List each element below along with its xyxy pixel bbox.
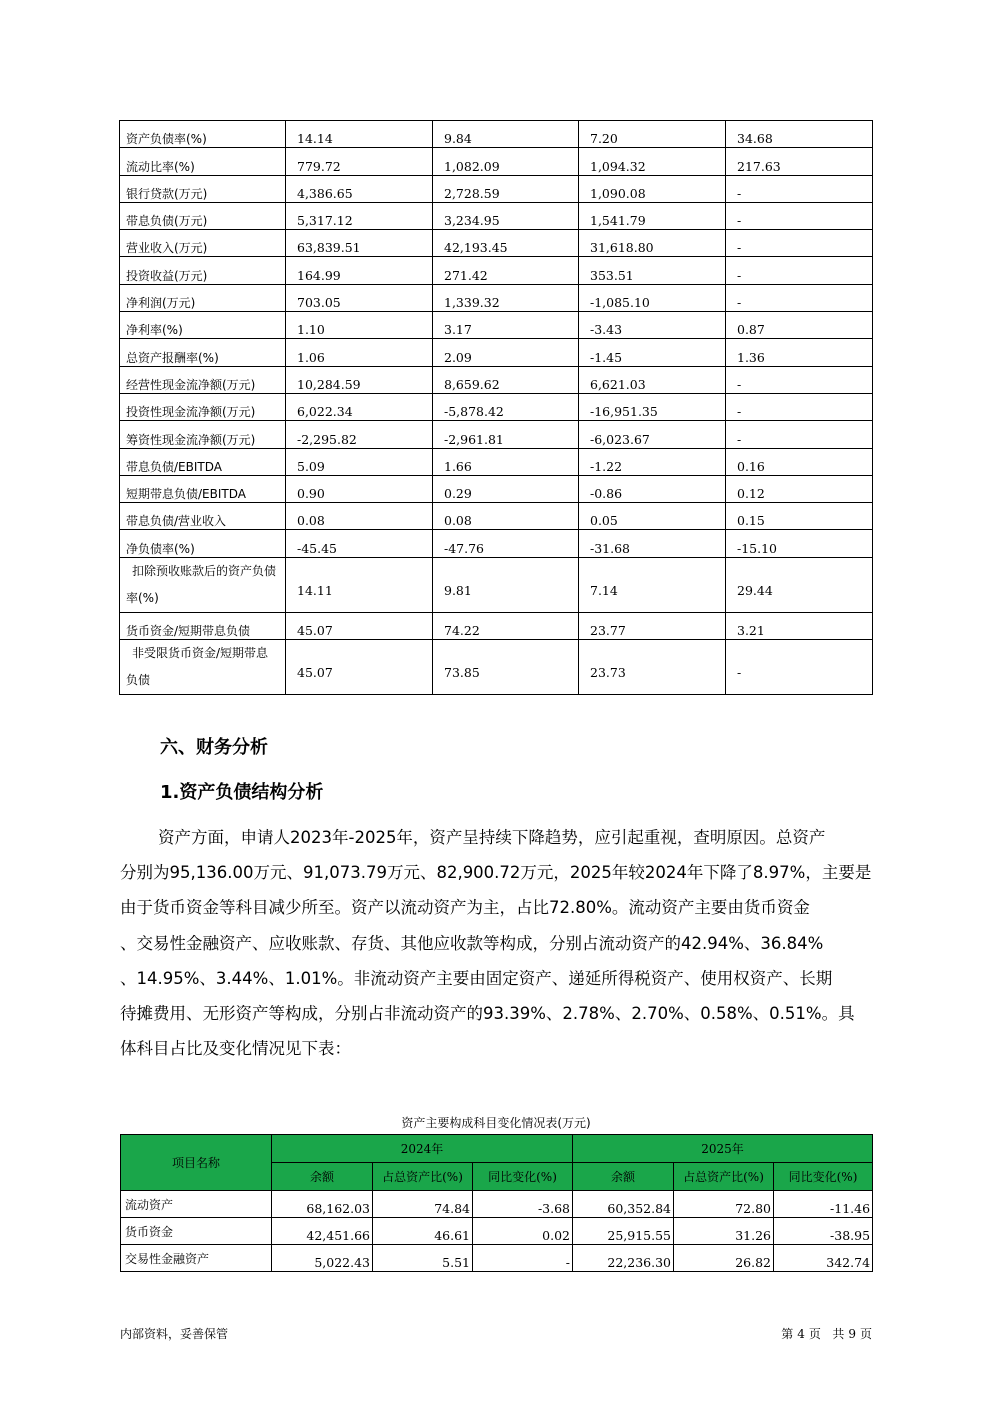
metric-label: 短期带息负债/EBITDA — [120, 475, 286, 502]
metric-value: -1,085.10 — [579, 284, 726, 311]
metric-value: 9.81 — [433, 557, 579, 612]
metric-value: 1,541.79 — [579, 202, 726, 229]
share-header: 占总资产比(%) — [674, 1163, 774, 1191]
asset-table-body — [121, 1191, 873, 1272]
asset-value: 0.02 — [473, 1218, 573, 1245]
metric-value: 1.06 — [286, 339, 433, 366]
metric-value: -1.45 — [579, 339, 726, 366]
metric-value: 14.11 — [286, 557, 433, 612]
metric-label: 投资性现金流净额(万元) — [120, 393, 286, 420]
total-pages: 9 — [848, 1327, 856, 1341]
metric-label — [120, 557, 286, 612]
metrics-row — [120, 312, 873, 339]
metric-value: - — [726, 393, 873, 420]
metric-label: 货币资金/短期带息负债 — [120, 612, 286, 639]
metric-value: 0.29 — [433, 475, 579, 502]
metric-value: -15.10 — [726, 530, 873, 557]
balance-header: 余额 — [573, 1163, 674, 1191]
metrics-row — [120, 448, 873, 475]
metrics-row — [120, 366, 873, 393]
metric-value: 217.63 — [726, 148, 873, 175]
asset-table-header — [121, 1135, 873, 1191]
metric-label — [120, 640, 286, 695]
metric-value: 3.17 — [433, 312, 579, 339]
asset-row — [121, 1191, 873, 1218]
metric-value: 1,094.32 — [579, 148, 726, 175]
item-name-header: 项目名称 — [121, 1135, 272, 1191]
metric-label-line: 非受限货币资金/短期带息 — [132, 646, 269, 661]
analysis-paragraph — [120, 820, 872, 1066]
metric-value: 1.36 — [726, 339, 873, 366]
metrics-row — [120, 175, 873, 202]
subsection-heading: 1.资产负债结构分析 — [160, 782, 324, 803]
page-number: 4 — [797, 1327, 805, 1341]
metric-label: 净负债率(%) — [120, 530, 286, 557]
year-header-2025: 2025年 — [573, 1135, 873, 1163]
metric-value: 4,386.65 — [286, 175, 433, 202]
metric-label-line: 扣除预收账款后的资产负债 — [132, 563, 277, 578]
metric-value: 0.15 — [726, 503, 873, 530]
metric-value: 3,234.95 — [433, 202, 579, 229]
metric-label: 带息负债(万元) — [120, 202, 286, 229]
metrics-row — [120, 148, 873, 175]
metric-value: 3.21 — [726, 612, 873, 639]
asset-value: 5,022.43 — [272, 1245, 373, 1272]
metric-value: 29.44 — [726, 557, 873, 612]
page-prefix: 第 — [781, 1327, 794, 1341]
metric-value: 0.90 — [286, 475, 433, 502]
asset-value: -3.68 — [473, 1191, 573, 1218]
asset-value: 74.84 — [373, 1191, 473, 1218]
asset-composition-table — [120, 1134, 873, 1272]
metric-value: 0.08 — [433, 503, 579, 530]
metrics-row — [120, 121, 873, 148]
metric-label: 带息负债/EBITDA — [120, 448, 286, 475]
metric-value: -45.45 — [286, 530, 433, 557]
footer-page-info — [781, 1325, 872, 1342]
total-prefix: 共 — [832, 1327, 845, 1341]
metric-value: 23.77 — [579, 612, 726, 639]
metric-label: 净利润(万元) — [120, 284, 286, 311]
metric-value: 703.05 — [286, 284, 433, 311]
metric-value: - — [726, 230, 873, 257]
asset-value: 26.82 — [674, 1245, 774, 1272]
metric-value: 45.07 — [286, 612, 433, 639]
metric-value: 0.16 — [726, 448, 873, 475]
asset-value: 60,352.84 — [573, 1191, 674, 1218]
metric-value: - — [726, 257, 873, 284]
metric-value: -0.86 — [579, 475, 726, 502]
metric-label: 营业收入(万元) — [120, 230, 286, 257]
metric-label: 总资产报酬率(%) — [120, 339, 286, 366]
metrics-row — [120, 612, 873, 639]
metrics-row — [120, 284, 873, 311]
asset-value: -11.46 — [774, 1191, 873, 1218]
metric-value: 9.84 — [433, 121, 579, 148]
metric-value: 1.10 — [286, 312, 433, 339]
metric-value: 6,621.03 — [579, 366, 726, 393]
footer-confidential-note: 内部资料，妥善保管 — [120, 1327, 229, 1341]
metric-label-line: 率(%) — [126, 590, 159, 605]
metric-value: - — [726, 421, 873, 448]
metric-value: -3.43 — [579, 312, 726, 339]
metrics-row — [120, 503, 873, 530]
table-caption: 资产主要构成科目变化情况表(万元) — [401, 1116, 591, 1130]
asset-value: 5.51 — [373, 1245, 473, 1272]
metric-value: 1,339.32 — [433, 284, 579, 311]
metrics-row — [120, 475, 873, 502]
metric-value: -5,878.42 — [433, 393, 579, 420]
paragraph-line: 由于货币资金等科目减少所至。资产以流动资产为主，占比72.80%。流动资产主要由货币资金 — [120, 898, 810, 918]
metric-value: 779.72 — [286, 148, 433, 175]
asset-value: 22,236.30 — [573, 1245, 674, 1272]
metric-label: 流动比率(%) — [120, 148, 286, 175]
paragraph-line: 体科目占比及变化情况见下表： — [120, 1039, 351, 1059]
metric-value: 42,193.45 — [433, 230, 579, 257]
yoy-change-header: 同比变化(%) — [473, 1163, 573, 1191]
metric-value: 1,082.09 — [433, 148, 579, 175]
asset-value: 31.26 — [674, 1218, 774, 1245]
asset-value: -38.95 — [774, 1218, 873, 1245]
metrics-row — [120, 393, 873, 420]
asset-value: 68,162.03 — [272, 1191, 373, 1218]
yoy-change-header: 同比变化(%) — [774, 1163, 873, 1191]
metric-value: 1.66 — [433, 448, 579, 475]
metric-value: -2,961.81 — [433, 421, 579, 448]
metric-value: - — [726, 366, 873, 393]
metric-label: 经营性现金流净额(万元) — [120, 366, 286, 393]
asset-value: - — [473, 1245, 573, 1272]
metrics-row — [120, 257, 873, 284]
metric-value: 45.07 — [286, 640, 433, 695]
page-word: 页 — [808, 1327, 821, 1341]
metric-value: - — [726, 284, 873, 311]
metric-value: -16,951.35 — [579, 393, 726, 420]
metric-value: 5.09 — [286, 448, 433, 475]
metric-value: -2,295.82 — [286, 421, 433, 448]
asset-value: 46.61 — [373, 1218, 473, 1245]
paragraph-line: 待摊费用、无形资产等构成，分别占非流动资产的93.39%、2.78%、2.70%、0.58%、0.51%。具 — [120, 1003, 855, 1023]
metric-value: -1.22 — [579, 448, 726, 475]
metric-label: 净利率(%) — [120, 312, 286, 339]
year-header-2024: 2024年 — [272, 1135, 573, 1163]
asset-value: 25,915.55 — [573, 1218, 674, 1245]
metric-value: 2.09 — [433, 339, 579, 366]
metric-value: 271.42 — [433, 257, 579, 284]
asset-row — [121, 1245, 873, 1272]
metric-value: 31,618.80 — [579, 230, 726, 257]
metrics-row — [120, 421, 873, 448]
asset-item-label: 货币资金 — [121, 1218, 272, 1245]
metric-label: 资产负债率(%) — [120, 121, 286, 148]
asset-value: 42,451.66 — [272, 1218, 373, 1245]
metric-label: 筹资性现金流净额(万元) — [120, 421, 286, 448]
section-heading: 六、财务分析 — [160, 737, 268, 758]
paragraph-line: 、交易性金融资产、应收账款、存货、其他应收款等构成，分别占流动资产的42.94%、36.84% — [120, 933, 824, 953]
metrics-row — [120, 202, 873, 229]
metrics-table-body — [120, 121, 873, 695]
metric-value: 5,317.12 — [286, 202, 433, 229]
metric-value: 63,839.51 — [286, 230, 433, 257]
metric-value: -6,023.67 — [579, 421, 726, 448]
paragraph-line: 、14.95%、3.44%、1.01%。非流动资产主要由固定资产、递延所得税资产、使用权资产、长期 — [120, 968, 833, 988]
metric-value: -31.68 — [579, 530, 726, 557]
metric-value: 353.51 — [579, 257, 726, 284]
metrics-row — [120, 339, 873, 366]
metric-label: 投资收益(万元) — [120, 257, 286, 284]
metric-value: 0.12 — [726, 475, 873, 502]
metric-value: 8,659.62 — [433, 366, 579, 393]
metric-value: 7.20 — [579, 121, 726, 148]
metric-value: 6,022.34 — [286, 393, 433, 420]
balance-header: 余额 — [272, 1163, 373, 1191]
metric-value: 1,090.08 — [579, 175, 726, 202]
metric-label: 带息负债/营业收入 — [120, 503, 286, 530]
metric-value: 10,284.59 — [286, 366, 433, 393]
metric-value: 74.22 — [433, 612, 579, 639]
metric-value: 23.73 — [579, 640, 726, 695]
metric-value: - — [726, 202, 873, 229]
metric-value: - — [726, 175, 873, 202]
metric-label: 银行贷款(万元) — [120, 175, 286, 202]
metric-value: 0.05 — [579, 503, 726, 530]
metric-value: 2,728.59 — [433, 175, 579, 202]
share-header: 占总资产比(%) — [373, 1163, 473, 1191]
metric-value: -47.76 — [433, 530, 579, 557]
metric-value: - — [726, 640, 873, 695]
metrics-row — [120, 230, 873, 257]
metrics-row — [120, 640, 873, 695]
asset-item-label: 流动资产 — [121, 1191, 272, 1218]
metric-value: 0.87 — [726, 312, 873, 339]
metric-value: 0.08 — [286, 503, 433, 530]
metrics-row — [120, 557, 873, 612]
total-word: 页 — [859, 1327, 872, 1341]
metric-value: 34.68 — [726, 121, 873, 148]
paragraph-line: 分别为95,136.00万元、91,073.79万元、82,900.72万元，2025年较2024年下降了8.97%，主要是 — [120, 863, 872, 883]
asset-value: 72.80 — [674, 1191, 774, 1218]
asset-item-label: 交易性金融资产 — [121, 1245, 272, 1272]
metric-value: 14.14 — [286, 121, 433, 148]
metric-value: 164.99 — [286, 257, 433, 284]
financial-metrics-table — [119, 120, 873, 695]
metric-label-line: 负债 — [126, 673, 151, 688]
paragraph-line: 资产方面，申请人2023年-2025年，资产呈持续下降趋势，应引起重视，查明原因。总资产 — [158, 828, 826, 847]
metric-value: 7.14 — [579, 557, 726, 612]
asset-row — [121, 1218, 873, 1245]
metrics-row — [120, 530, 873, 557]
metric-value: 73.85 — [433, 640, 579, 695]
asset-value: 342.74 — [774, 1245, 873, 1272]
